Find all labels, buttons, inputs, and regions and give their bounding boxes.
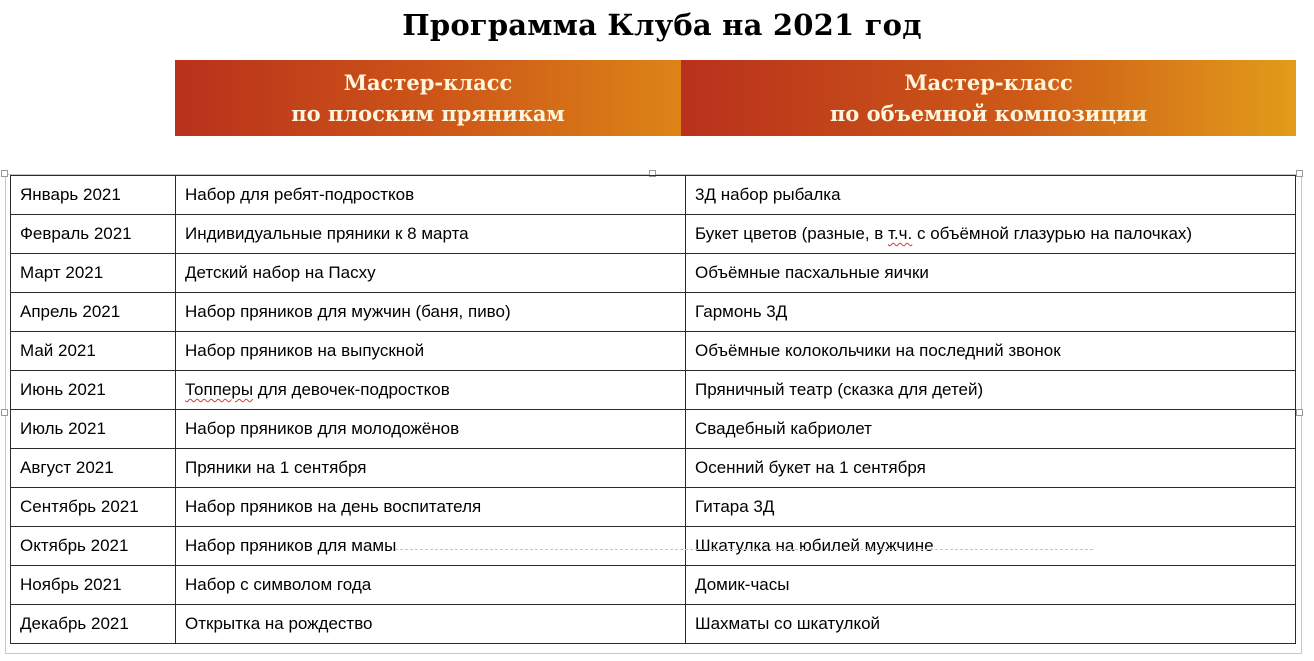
volume-cell: Свадебный кабриолет: [686, 410, 1296, 449]
table-row: [11, 605, 1296, 644]
flat-cell: Набор с символом года: [176, 566, 686, 605]
volume-cell: Объёмные пасхальные яички: [686, 254, 1296, 293]
table-row: [11, 566, 1296, 605]
month-cell: Сентябрь 2021: [11, 488, 176, 527]
table-row: [11, 410, 1296, 449]
header-volume-composition: [681, 60, 1296, 136]
flat-cell: Набор для ребят-подростков: [176, 176, 686, 215]
table-row: [11, 293, 1296, 332]
header-flat-line1: Мастер-класс: [343, 70, 513, 95]
volume-cell: Гитара 3Д: [686, 488, 1296, 527]
flat-cell: Пряники на 1 сентября: [176, 449, 686, 488]
volume-cell: Объёмные колокольчики на последний звонок: [686, 332, 1296, 371]
table-row: [11, 254, 1296, 293]
volume-cell: [686, 215, 1296, 254]
volume-text-part: с объёмной глазурью на палочках): [912, 224, 1193, 243]
table-row: [11, 176, 1296, 215]
volume-text-part: Букет цветов (разные, в: [695, 224, 889, 243]
flat-cell: Набор пряников на выпускной: [176, 332, 686, 371]
spellcheck-flagged-word[interactable]: Топперы: [185, 380, 254, 399]
table-row: [11, 449, 1296, 488]
month-cell: Февраль 2021: [11, 215, 176, 254]
schedule-table: [10, 175, 1296, 644]
table-row: [11, 488, 1296, 527]
header-flat-gingerbread: [175, 60, 681, 136]
flat-cell: Набор пряников для молодожёнов: [176, 410, 686, 449]
dashed-guide-line: [395, 549, 1093, 550]
month-cell: Ноябрь 2021: [11, 566, 176, 605]
flat-cell: Индивидуальные пряники к 8 марта: [176, 215, 686, 254]
volume-cell: Домик-часы: [686, 566, 1296, 605]
flat-text-part: для девочек-подростков: [253, 380, 450, 399]
header-flat-line2: по плоским пряникам: [291, 101, 565, 126]
spellcheck-flagged-word[interactable]: т.ч.: [888, 224, 913, 243]
month-cell: Май 2021: [11, 332, 176, 371]
month-cell: Июнь 2021: [11, 371, 176, 410]
volume-cell: Шкатулка на юбилей мужчине: [686, 527, 1296, 566]
flat-cell: Набор пряников для мамы: [176, 527, 686, 566]
flat-cell: Детский набор на Пасху: [176, 254, 686, 293]
volume-cell: Осенний букет на 1 сентября: [686, 449, 1296, 488]
month-cell: Август 2021: [11, 449, 176, 488]
month-cell: Октябрь 2021: [11, 527, 176, 566]
flat-cell: Набор пряников для мужчин (баня, пиво): [176, 293, 686, 332]
volume-cell: Пряничный театр (сказка для детей): [686, 371, 1296, 410]
flat-cell: [176, 371, 686, 410]
resize-handle-left[interactable]: [1, 409, 8, 416]
resize-handle-top-left[interactable]: [1, 170, 8, 177]
header-volume-line2: по объемной композиции: [829, 101, 1148, 126]
month-cell: Апрель 2021: [11, 293, 176, 332]
month-cell: Март 2021: [11, 254, 176, 293]
table-row: [11, 332, 1296, 371]
volume-cell: Шахматы со шкатулкой: [686, 605, 1296, 644]
table-row: [11, 371, 1296, 410]
volume-cell: 3Д набор рыбалка: [686, 176, 1296, 215]
resize-handle-top-right[interactable]: [1296, 170, 1303, 177]
flat-cell: Открытка на рождество: [176, 605, 686, 644]
resize-handle-right[interactable]: [1296, 409, 1303, 416]
month-cell: Декабрь 2021: [11, 605, 176, 644]
header-volume-line1: Мастер-класс: [904, 70, 1073, 95]
volume-cell: Гармонь 3Д: [686, 293, 1296, 332]
table-row: [11, 527, 1296, 566]
flat-cell: Набор пряников на день воспитателя: [176, 488, 686, 527]
table-row: [11, 215, 1296, 254]
page-title: Программа Клуба на 2021 год: [402, 8, 922, 42]
month-cell: Июль 2021: [11, 410, 176, 449]
month-cell: Январь 2021: [11, 176, 176, 215]
